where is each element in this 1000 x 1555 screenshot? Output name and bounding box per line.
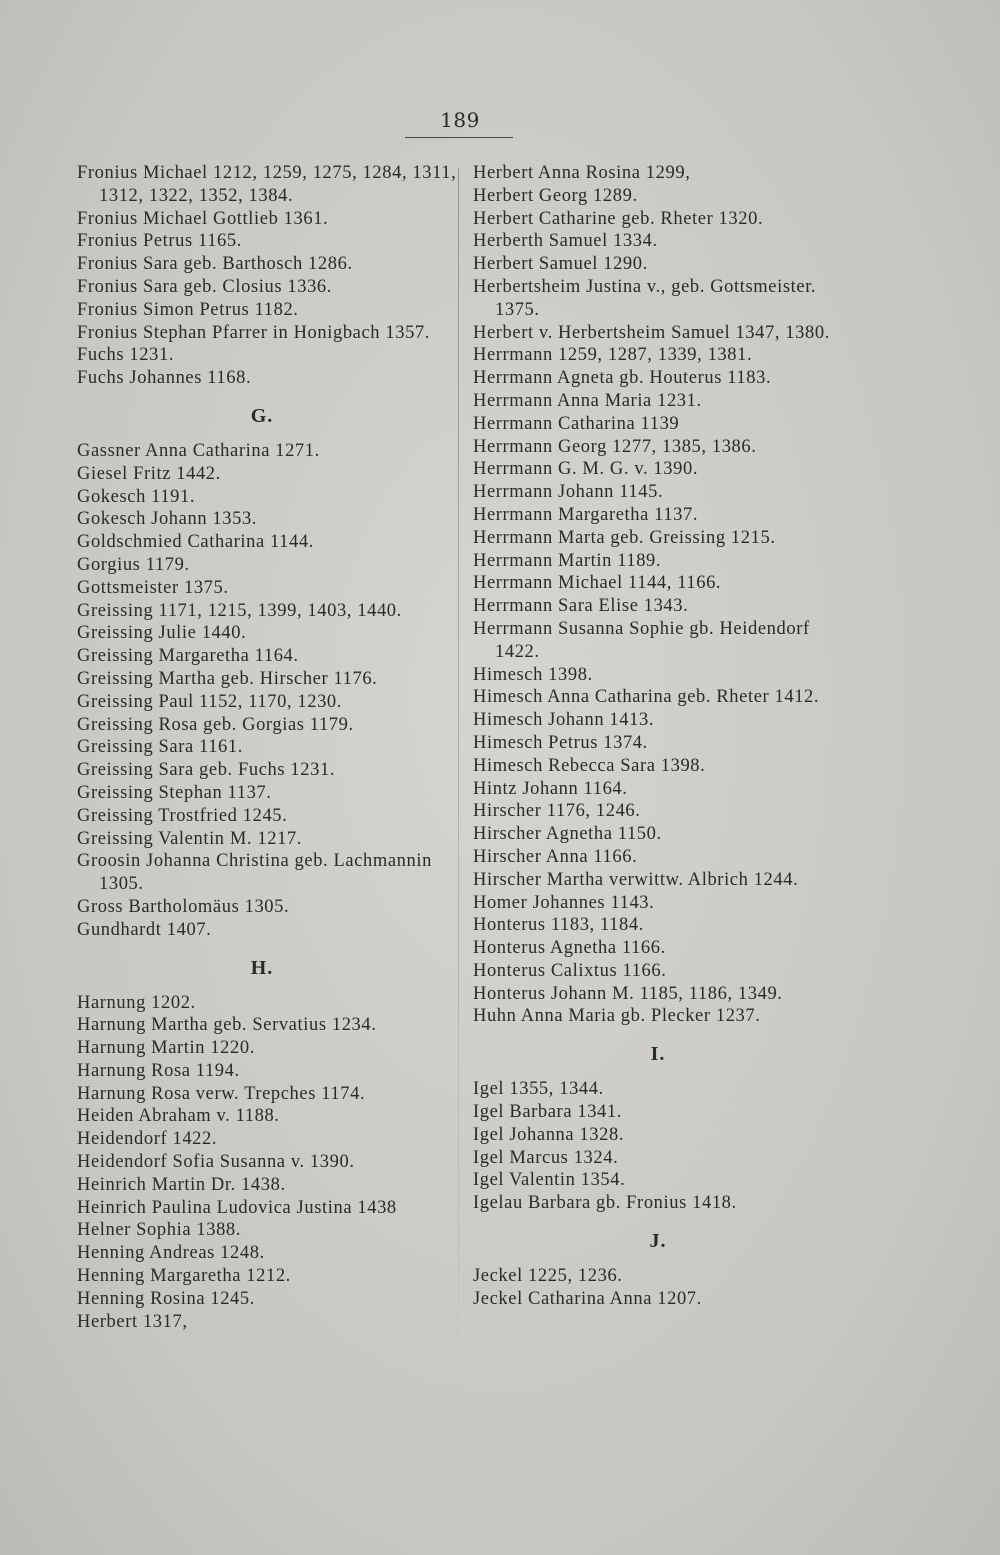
index-entry: Hintz Johann 1164.	[473, 778, 628, 799]
index-entry: Greissing Stephan 1137.	[77, 782, 272, 803]
index-entry: Jeckel 1225, 1236.	[473, 1266, 623, 1287]
right-column	[473, 162, 843, 1311]
index-entry: Hirscher Martha verwittw. Albrich 1244.	[473, 869, 799, 890]
index-entry: Herrmann Agneta gb. Houterus 1183.	[473, 368, 772, 389]
index-entry: Greissing Sara 1161.	[77, 737, 243, 758]
index-entry: Igel Barbara 1341.	[473, 1102, 622, 1123]
index-entry: Igel Marcus 1324.	[473, 1147, 619, 1168]
index-entry: Henning Rosina 1245.	[77, 1288, 255, 1309]
index-entry: Herbert 1317,	[77, 1311, 188, 1332]
index-entry: Greissing Margaretha 1164.	[77, 646, 299, 667]
index-entry: Herbertsheim Justina v., geb. Gottsmeister. 1375.	[473, 276, 817, 320]
index-entry: Heiden Abraham v. 1188.	[77, 1106, 280, 1127]
index-entry: Himesch Anna Catharina geb. Rheter 1412.	[473, 687, 820, 708]
index-entry: Fronius Michael Gottlieb 1361.	[77, 208, 329, 229]
index-entry: Herrmann Johann 1145.	[473, 482, 664, 503]
section-heading-h: H.	[250, 956, 274, 979]
index-entry: Gottsmeister 1375.	[77, 577, 229, 598]
index-entry: Henning Andreas 1248.	[77, 1243, 265, 1264]
index-entry: Groosin Johanna Christina geb. Lachmannin 1305.	[77, 851, 432, 895]
index-entry: Igel Johanna 1328.	[473, 1124, 625, 1145]
index-entry: Fronius Stephan Pfarrer in Honigbach 1357.	[77, 322, 431, 343]
index-entry: Herrmann G. M. G. v. 1390.	[473, 459, 699, 480]
section-heading-j: J.	[649, 1230, 667, 1253]
index-entry: Igel Valentin 1354.	[473, 1170, 626, 1191]
index-entry: Igelau Barbara gb. Fronius 1418.	[473, 1193, 737, 1214]
index-entry: Herrmann Martin 1189.	[473, 550, 662, 571]
index-entry: Gorgius 1179.	[77, 554, 190, 575]
index-entry: Greissing Paul 1152, 1170, 1230.	[77, 691, 343, 712]
index-entry: Harnung Martin 1220.	[77, 1038, 255, 1059]
index-entry: Helner Sophia 1388.	[77, 1220, 241, 1241]
index-entry: Harnung Martha geb. Servatius 1234.	[77, 1015, 377, 1036]
index-entry: Himesch Petrus 1374.	[473, 732, 648, 753]
index-entry: Greissing Julie 1440.	[77, 623, 247, 644]
index-entry: Fronius Sara geb. Barthosch 1286.	[77, 254, 353, 275]
index-entry: Gross Bartholomäus 1305.	[77, 896, 290, 917]
index-entry: Harnung Rosa verw. Trepches 1174.	[77, 1083, 366, 1104]
index-entry: Fronius Sara geb. Closius 1336.	[77, 276, 332, 297]
index-entry: Jeckel Catharina Anna 1207.	[473, 1288, 702, 1309]
index-entry: Fronius Petrus 1165.	[77, 231, 242, 252]
index-entry: Himesch Johann 1413.	[473, 710, 655, 731]
index-entry: Herbert Georg 1289.	[473, 185, 638, 206]
index-entry: Greissing Sara geb. Fuchs 1231.	[77, 760, 336, 781]
index-entry: Heidendorf 1422.	[77, 1129, 218, 1150]
section-heading-i: I.	[650, 1043, 666, 1066]
index-entry: Fuchs 1231.	[77, 345, 175, 366]
index-entry: Honterus 1183, 1184.	[473, 915, 644, 936]
index-entry: Herrmann 1259, 1287, 1339, 1381.	[473, 345, 753, 366]
index-entry: Herberth Samuel 1334.	[473, 231, 658, 252]
index-entry: Henning Margaretha 1212.	[77, 1266, 291, 1287]
index-entry: Herrmann Marta geb. Greissing 1215.	[473, 527, 776, 548]
index-entry: Greissing Trostfried 1245.	[77, 805, 288, 826]
index-entry: Herrmann Georg 1277, 1385, 1386.	[473, 436, 757, 457]
index-entry: Herrmann Michael 1144, 1166.	[473, 573, 722, 594]
index-entry: Honterus Agnetha 1166.	[473, 938, 666, 959]
index-entry: Herrmann Sara Elise 1343.	[473, 596, 689, 617]
index-entry: Hirscher Agnetha 1150.	[473, 824, 662, 845]
index-entry: Gokesch 1191.	[77, 486, 196, 507]
index-entry: Himesch 1398.	[473, 664, 593, 685]
entry-list-h-right	[473, 162, 843, 1028]
index-entry: Heidendorf Sofia Susanna v. 1390.	[77, 1152, 355, 1173]
index-entry: Herrmann Anna Maria 1231.	[473, 390, 702, 411]
index-entry: Hirscher 1176, 1246.	[473, 801, 641, 822]
index-entry: Herbert Anna Rosina 1299,	[473, 163, 691, 183]
index-entry: Himesch Rebecca Sara 1398.	[473, 755, 706, 776]
index-entry: Honterus Johann M. 1185, 1186, 1349.	[473, 983, 783, 1004]
index-entry: Greissing Valentin M. 1217.	[77, 828, 303, 849]
index-entry: Homer Johannes 1143.	[473, 892, 655, 913]
index-entry: Heinrich Martin Dr. 1438.	[77, 1174, 286, 1195]
index-entry: Honterus Calixtus 1166.	[473, 960, 667, 981]
index-entry: Harnung 1202.	[77, 992, 196, 1013]
index-entry: Greissing Martha geb. Hirscher 1176.	[77, 668, 378, 689]
index-entry: Huhn Anna Maria gb. Plecker 1237.	[473, 1006, 761, 1027]
index-entry: Herrmann Margaretha 1137.	[473, 504, 699, 525]
section-heading-g: G.	[250, 404, 274, 427]
index-entry: Fronius Michael 1212, 1259, 1275, 1284, 1311, 1312, 1322, 1352, 1384.	[77, 163, 457, 206]
page-number: 189	[440, 108, 480, 132]
index-entry: Herrmann Susanna Sophie gb. Heidendorf 1422.	[473, 618, 810, 662]
index-entry: Herbert Samuel 1290.	[473, 254, 648, 275]
entry-list-f	[77, 162, 457, 390]
index-entry: Herbert v. Herbertsheim Samuel 1347, 1380.	[473, 322, 830, 343]
column-divider	[458, 168, 459, 1438]
index-entry: Fuchs Johannes 1168.	[77, 368, 252, 389]
index-entry: Giesel Fritz 1442.	[77, 463, 221, 484]
index-entry: Gundhardt 1407.	[77, 919, 212, 940]
index-entry: Herbert Catharine geb. Rheter 1320.	[473, 208, 764, 229]
index-entry: Goldschmied Catharina 1144.	[77, 532, 314, 553]
index-entry: Herrmann Catharina 1139	[473, 413, 680, 434]
index-entry: Hirscher Anna 1166.	[473, 846, 638, 867]
index-entry: Gokesch Johann 1353.	[77, 509, 258, 530]
left-column	[77, 162, 457, 1333]
index-entry: Igel 1355, 1344.	[473, 1079, 604, 1100]
index-entry: Fronius Simon Petrus 1182.	[77, 299, 299, 320]
entry-list-h-left	[77, 992, 457, 1334]
entry-list-g	[77, 440, 457, 942]
page-number-rule	[405, 137, 513, 138]
entry-list-i	[473, 1078, 843, 1215]
index-entry: Harnung Rosa 1194.	[77, 1060, 240, 1081]
entry-list-j	[473, 1265, 843, 1311]
index-entry: Greissing Rosa geb. Gorgias 1179.	[77, 714, 354, 735]
index-entry: Greissing 1171, 1215, 1399, 1403, 1440.	[77, 600, 402, 621]
index-entry: Heinrich Paulina Ludovica Justina 1438	[77, 1197, 397, 1218]
index-entry: Gassner Anna Catharina 1271.	[77, 440, 320, 461]
